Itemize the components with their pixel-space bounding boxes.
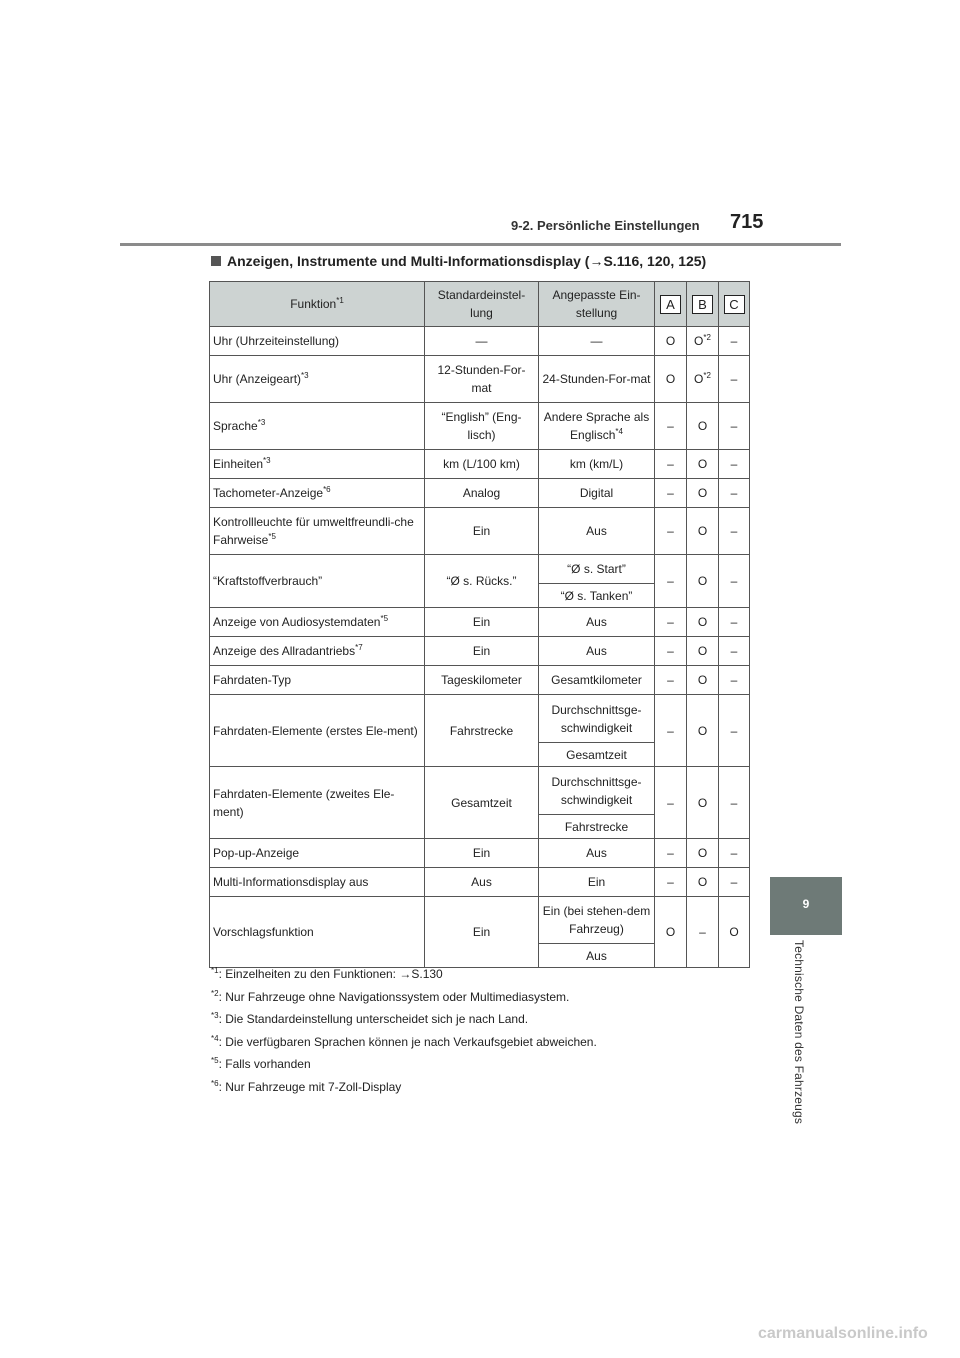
cell-c: – (719, 450, 750, 479)
cell-b: O (687, 666, 719, 695)
cell-custom: Aus (539, 608, 655, 637)
cell-standard: Fahrstrecke (425, 695, 539, 767)
footnote: $^{*5}$: Falls vorhanden (211, 1056, 311, 1072)
cell-b: O (687, 767, 719, 839)
footnote-label: *6 (211, 1078, 219, 1088)
cell-b: O (687, 839, 719, 868)
cell-c: O (719, 897, 750, 968)
cell-standard: km (L/100 km) (425, 450, 539, 479)
cell-function: Pop-up-Anzeige (210, 839, 425, 868)
table-row (210, 868, 750, 897)
cell-function: Uhr (Uhrzeiteinstellung) (210, 327, 425, 356)
cell-custom: Durchschnittsge-schwindigkeit (539, 767, 655, 815)
cell-c: – (719, 608, 750, 637)
cell-function: Anzeige von Audiosystemdaten$^{*5}$ (210, 608, 425, 637)
cell-a: – (655, 695, 687, 767)
table-row (210, 767, 750, 815)
cell-custom: Aus (539, 944, 655, 968)
cell-function: Tachometer-Anzeige$^{*6}$ (210, 479, 425, 508)
cell-custom: Aus (539, 637, 655, 666)
cell-standard: Aus (425, 868, 539, 897)
cell-function: Einheiten$^{*3}$ (210, 450, 425, 479)
table-row (210, 555, 750, 584)
square-bullet-icon (211, 256, 221, 266)
cell-function: Fahrdaten-Elemente (zweites Ele-ment) (210, 767, 425, 839)
header-custom: Angepasste Ein-stellung (539, 282, 655, 327)
watermark: carmanualsonline.info (758, 1325, 928, 1342)
cell-b: O (687, 403, 719, 450)
cell-custom: “Ø s. Tanken” (539, 584, 655, 608)
cell-custom: 24-Stunden-For-mat (539, 356, 655, 403)
cell-b: $O^{*2}$ (687, 356, 719, 403)
cell-custom: Digital (539, 479, 655, 508)
cell-a: – (655, 555, 687, 608)
footnote: $^{*1}$: Einzelheiten zu den Funktionen: →S.130 (211, 966, 443, 981)
footnotes (211, 963, 597, 1099)
cell-a: – (655, 637, 687, 666)
footnote: $^{*2}$: Nur Fahrzeuge ohne Navigationssystem oder Multimediasystem. (211, 988, 570, 1004)
footnote-label: *3 (211, 1011, 219, 1021)
cell-c: – (719, 868, 750, 897)
header-a: A (655, 282, 687, 327)
cell-a: O (655, 356, 687, 403)
cell-standard: “English” (Eng-lisch) (425, 403, 539, 450)
table-row (210, 637, 750, 666)
page-number: 715 (730, 211, 764, 233)
table-row (210, 608, 750, 637)
cell-custom: Aus (539, 839, 655, 868)
table-body (210, 327, 750, 968)
cell-standard: Ein (425, 839, 539, 868)
cell-function: Fahrdaten-Typ (210, 666, 425, 695)
cell-a: – (655, 508, 687, 555)
cell-b: $O^{*2}$ (687, 327, 719, 356)
cell-standard: Tageskilometer (425, 666, 539, 695)
cell-custom: Aus (539, 508, 655, 555)
cell-c: – (719, 767, 750, 839)
header-b: B (687, 282, 719, 327)
cell-a: – (655, 479, 687, 508)
table-row (210, 508, 750, 555)
section-title-text: Anzeigen, Instrumente und Multi-Informationsdisplay ( (227, 253, 590, 269)
cell-b: O (687, 695, 719, 767)
cell-b: O (687, 637, 719, 666)
table-row (210, 450, 750, 479)
cell-standard: — (425, 327, 539, 356)
table-row (210, 327, 750, 356)
footnote: $^{*4}$: Die verfügbaren Sprachen können je nach Verkaufsgebiet abweichen. (211, 1033, 597, 1049)
cell-custom: “Ø s. Start” (539, 555, 655, 584)
settings-table (209, 281, 750, 968)
cell-b: – (687, 897, 719, 968)
cell-custom: km (km/L) (539, 450, 655, 479)
footnote-label: *4 (211, 1033, 219, 1043)
cell-a: – (655, 868, 687, 897)
cell-function: Multi-Informationsdisplay aus (210, 868, 425, 897)
cell-function: Anzeige des Allradantriebs$^{*7}$ (210, 637, 425, 666)
footnote-text: Die verfügbaren Sprachen können je nach Verkaufsgebiet abweichen. (225, 1034, 597, 1049)
cell-custom: Fahrstrecke (539, 815, 655, 839)
running-header-section: 9-2. Persönliche Einstellungen (511, 218, 700, 233)
table-header-row (210, 282, 750, 327)
cell-standard: Gesamtzeit (425, 767, 539, 839)
cell-b: O (687, 479, 719, 508)
cell-function: Fahrdaten-Elemente (erstes Ele-ment) (210, 695, 425, 767)
cell-c: – (719, 479, 750, 508)
cell-function: Vorschlagsfunktion (210, 897, 425, 968)
cell-b: O (687, 508, 719, 555)
cell-a: – (655, 666, 687, 695)
cell-function: Sprache$^{*3}$ (210, 403, 425, 450)
cell-a: – (655, 450, 687, 479)
chapter-title: Technische Daten des Fahrzeugs (792, 940, 806, 1125)
header-c: C (719, 282, 750, 327)
footnote-text: Nur Fahrzeuge mit 7-Zoll-Display (225, 1079, 402, 1094)
header-standard: Standardeinstel-lung (425, 282, 539, 327)
cell-standard: 12-Stunden-For-mat (425, 356, 539, 403)
table-row (210, 695, 750, 743)
cell-function: Uhr (Anzeigeart)$^{*3}$ (210, 356, 425, 403)
footnote-label: *5 (211, 1056, 219, 1066)
cell-function: “Kraftstoffverbrauch” (210, 555, 425, 608)
cell-custom: Ein (539, 868, 655, 897)
cell-a: – (655, 608, 687, 637)
cell-c: – (719, 695, 750, 767)
cell-function: Kontrollleuchte für umweltfreundli-che Fahrweise$^{*5}$ (210, 508, 425, 555)
cell-b: O (687, 555, 719, 608)
table-row (210, 839, 750, 868)
cell-c: – (719, 356, 750, 403)
cell-a: O (655, 897, 687, 968)
table-row (210, 666, 750, 695)
cell-custom: — (539, 327, 655, 356)
cell-custom: Gesamtkilometer (539, 666, 655, 695)
footnote-text: Einzelheiten zu den Funktionen: →S.130 (225, 967, 443, 981)
cell-c: – (719, 637, 750, 666)
cell-standard: “Ø s. Rücks.” (425, 555, 539, 608)
section-title (211, 253, 706, 269)
cell-c: – (719, 327, 750, 356)
arrow-icon: → (589, 253, 604, 269)
cell-custom: Andere Sprache als Englisch$^{*4}$ (539, 403, 655, 450)
cell-custom: Ein (bei stehen-dem Fahrzeug) (539, 897, 655, 944)
cell-a: – (655, 403, 687, 450)
cell-standard: Analog (425, 479, 539, 508)
footnote-label: *1 (211, 966, 219, 975)
section-title-ref: S.116, 120, 125) (603, 253, 707, 269)
header-rule (120, 243, 841, 246)
cell-c: – (719, 839, 750, 868)
cell-c: – (719, 666, 750, 695)
table-row (210, 479, 750, 508)
cell-standard: Ein (425, 608, 539, 637)
cell-custom: Gesamtzeit (539, 743, 655, 767)
footnote-text: Falls vorhanden (225, 1057, 311, 1072)
cell-b: O (687, 450, 719, 479)
header-function: Funktion$^{*1}$ (210, 282, 425, 327)
cell-b: O (687, 608, 719, 637)
chapter-number: 9 (802, 897, 810, 911)
cell-standard: Ein (425, 637, 539, 666)
footnote-label: *2 (211, 988, 219, 998)
cell-c: – (719, 508, 750, 555)
cell-c: – (719, 403, 750, 450)
cell-a: O (655, 327, 687, 356)
cell-c: – (719, 555, 750, 608)
footnote-text: Die Standardeinstellung unterscheidet sich je nach Land. (225, 1012, 529, 1027)
cell-standard: Ein (425, 508, 539, 555)
cell-a: – (655, 767, 687, 839)
footnote-text: Nur Fahrzeuge ohne Navigationssystem oder Multimediasystem. (225, 989, 570, 1004)
footnote: $^{*3}$: Die Standardeinstellung unterscheidet sich je nach Land. (211, 1011, 529, 1027)
cell-b: O (687, 868, 719, 897)
table-row (210, 897, 750, 944)
footnote: $^{*6}$: Nur Fahrzeuge mit 7-Zoll-Display (211, 1078, 402, 1094)
cell-a: – (655, 839, 687, 868)
table-row (210, 403, 750, 450)
cell-custom: Durchschnittsge-schwindigkeit (539, 695, 655, 743)
table-row (210, 356, 750, 403)
cell-standard: Ein (425, 897, 539, 968)
